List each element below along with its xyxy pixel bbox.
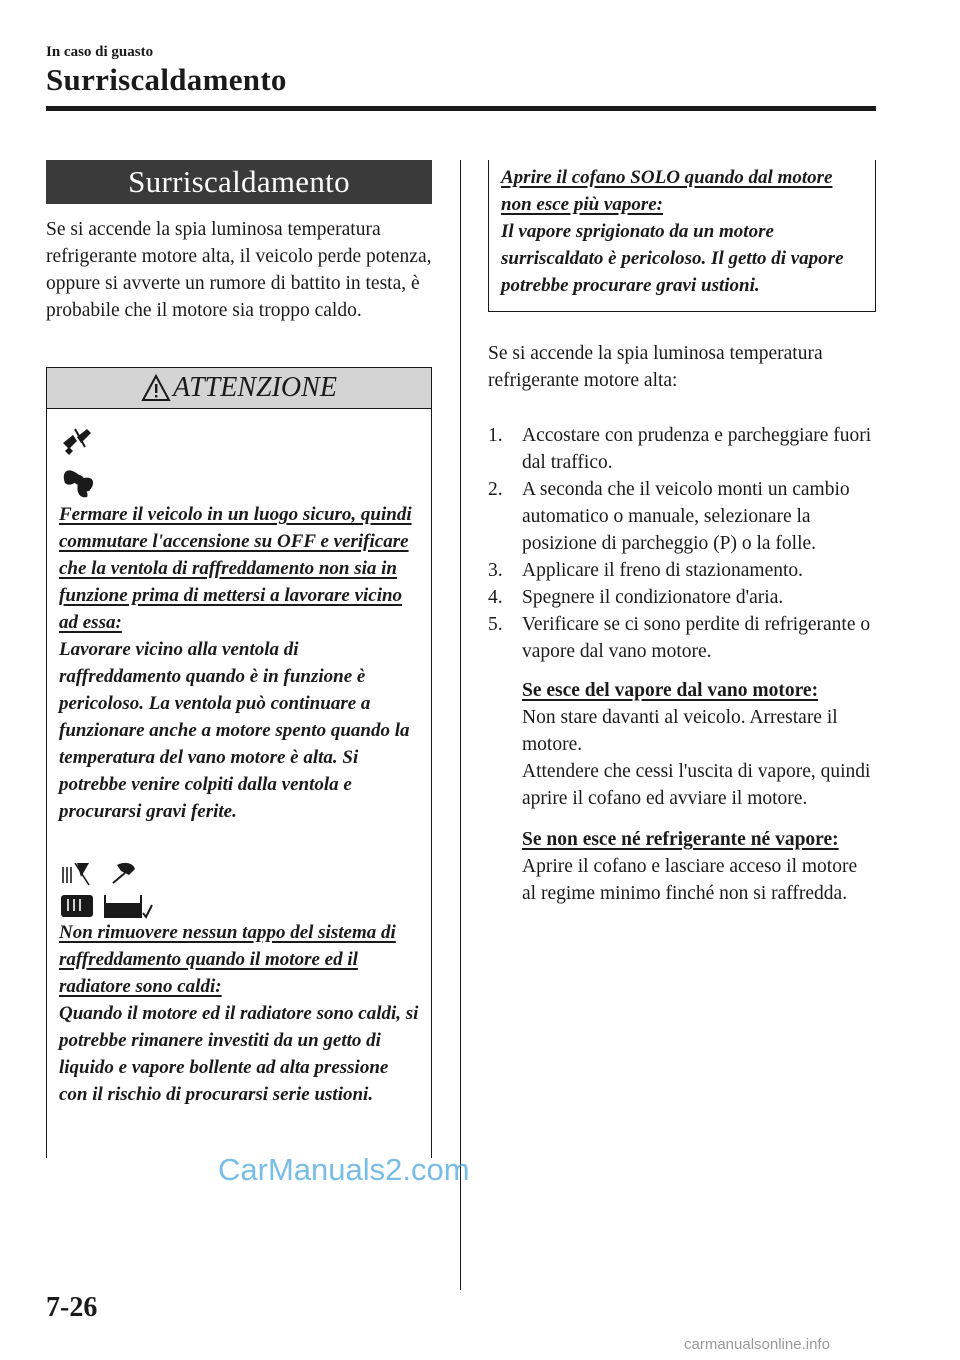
header-rule xyxy=(46,106,876,111)
page-title: Surriscaldamento xyxy=(46,62,287,97)
case-no-steam-heading: Se non esce né refrigerante né vapore: xyxy=(522,829,839,850)
warning-box xyxy=(46,367,432,1158)
case-steam-heading: Se esce del vapore dal vano motore: xyxy=(522,680,819,701)
left-column xyxy=(46,160,432,324)
warning-heading: ATTENZIONE xyxy=(173,372,337,403)
steam-warning-lead: Aprire il cofano SOLO quando dal motore non esce più vapore: xyxy=(501,167,833,215)
steps-intro: Se si accende la spia luminosa temperatura refrigerante motore alta: xyxy=(488,343,823,391)
case-steam xyxy=(522,677,876,812)
list-item: 4. Spegnere il condizionatore d'aria. xyxy=(488,587,784,608)
case-no-steam-p1: Aprire il cofano e lasciare acceso il motore al regime minimo finché non si raffredda. xyxy=(522,856,858,904)
list-item: 1. Accostare con prudenza e parcheggiare fuori dal traffico. xyxy=(488,425,872,473)
intro-paragraph: Se si accende la spia luminosa temperatura refrigerante motore alta, il veicolo perde potenza, oppure si avverte un rumore di battito in testa, è probabile che il motore sia troppo caldo. xyxy=(46,219,432,321)
case-no-steam xyxy=(522,826,876,907)
watermark: CarManuals2.com xyxy=(218,1152,470,1187)
warning-1-body: Lavorare vicino alla ventola di raffreddamento quando è in funzione è pericoloso. La ventola può continuare a funzionare anche a motore spento quando la temperatura del vano motore è alta. Si potrebbe venire colpiti dalla ventola e procurarsi gravi ferite. xyxy=(59,639,410,822)
case-steam-p2: Attendere che cessi l'uscita di vapore, quindi aprire il cofano ed avviare il motore. xyxy=(522,761,871,809)
warning-header xyxy=(47,368,431,409)
list-item: 2. A seconda che il veicolo monti un cambio automatico o manuale, selezionare la posizione di parcheggio (P) o la folle. xyxy=(488,479,850,554)
list-item: 3. Applicare il freno di stazionamento. xyxy=(488,560,804,581)
warning-triangle-icon xyxy=(141,374,171,402)
page-number: 7-26 xyxy=(46,1292,98,1323)
section-label: In caso di guasto xyxy=(46,44,154,60)
fan-warning-icon xyxy=(59,425,99,501)
watermark-bottom: carmanualsonline.info xyxy=(684,1336,830,1353)
steam-warning-box xyxy=(488,160,876,312)
warning-2-body: Quando il motore ed il radiatore sono caldi, si potrebbe rimanere investiti da un getto di liquido e vapore bollente ad alta pressione con il rischio di procurarsi serie ustioni. xyxy=(59,1003,419,1105)
steam-warning-body: Il vapore sprigionato da un motore surriscaldato è pericoloso. Il getto di vapore potrebbe procurare gravi ustioni. xyxy=(501,221,844,296)
warning-2-lead: Non rimuovere nessun tappo del sistema di raffreddamento quando il motore ed il radiatore sono caldi: xyxy=(59,922,396,997)
right-column xyxy=(488,160,876,907)
list-item: 5. Verificare se ci sono perdite di refrigerante o vapore dal vano motore. xyxy=(488,614,871,662)
section-title-bar: Surriscaldamento xyxy=(46,160,432,204)
reservoir-cap-icon xyxy=(103,859,153,919)
warning-body xyxy=(47,409,431,1108)
column-divider xyxy=(460,160,461,1290)
case-steam-p1: Non stare davanti al veicolo. Arrestare il motore. xyxy=(522,707,838,755)
radiator-cap-icon xyxy=(59,859,95,919)
steps-list xyxy=(488,422,876,665)
warning-1-lead: Fermare il veicolo in un luogo sicuro, quindi commutare l'accensione su OFF e verificare che la ventola di raffreddamento non sia in funzione prima di mettersi a lavorare vicino ad essa: xyxy=(59,504,412,633)
cap-icons xyxy=(59,859,419,919)
